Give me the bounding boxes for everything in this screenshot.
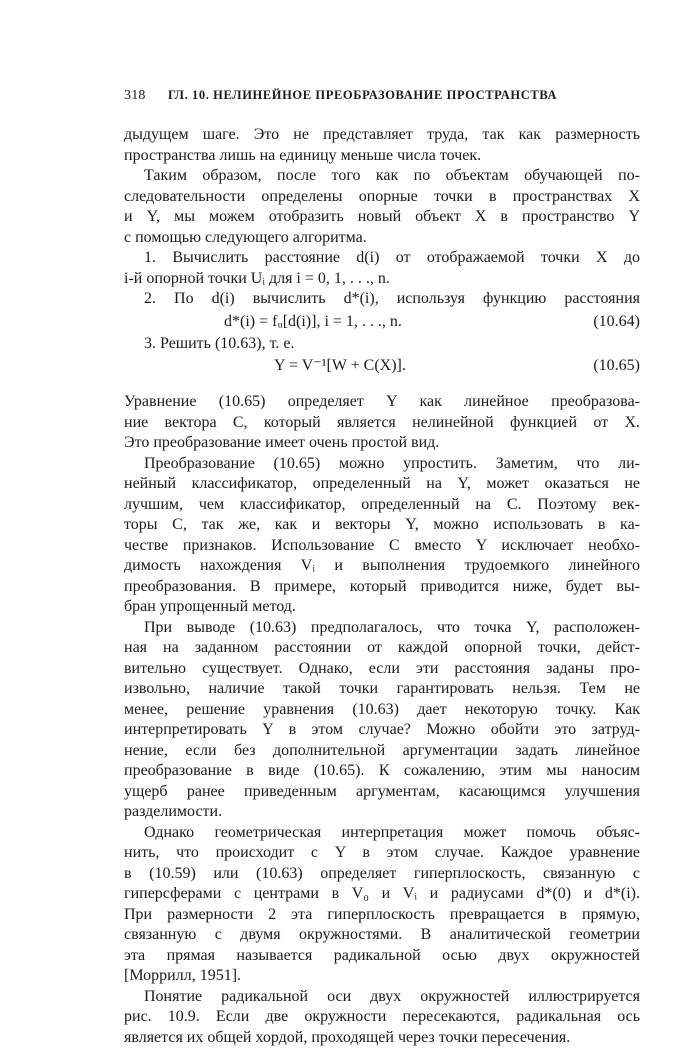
equation-formula: d*(i) = fᵤ[d(i)], i = 1, . . ., n. [224, 310, 402, 334]
paragraph-4 [124, 454, 640, 618]
text-line: нить, что происходит с Y в этом случае. Каждое уравнение [124, 843, 640, 864]
text-line: и Y, мы можем отобразить новый объект X в пространство Y [124, 207, 640, 228]
algorithm-step-1 [124, 248, 640, 289]
equation-formula: Y = V⁻¹[W + C(X)]. [274, 354, 406, 378]
paragraph-3 [124, 392, 640, 454]
equation-10-65 [124, 354, 640, 378]
text-line: Это преобразование имеет очень простой вид. [124, 433, 640, 454]
text-line: нение, если без дополнительной аргументации задать линейное [124, 741, 640, 762]
text-line: рис. 10.9. Если две окружности пересекаются, радикальная ось [124, 1007, 640, 1028]
text-line: честве признаков. Использование C вместо Y исключает необхо- [124, 536, 640, 557]
text-line: гиперсферами с центрами в V₀ и Vᵢ и радиусами d*(0) и d*(i). [124, 884, 640, 905]
equation-number: (10.64) [593, 310, 640, 334]
paragraph-5 [124, 618, 640, 823]
text-line: ние вектора C, который является нелинейной функцией от X. [124, 413, 640, 434]
text-line: эта прямая называется радикальной осью двух окружностей [124, 946, 640, 967]
text-line: извольно, наличие такой точки гарантировать нельзя. Тем не [124, 679, 640, 700]
text-line: интерпретировать Y в этом случае? Можно обойти это затруд- [124, 720, 640, 741]
text-line: Преобразование (10.65) можно упростить. Заметим, что ли- [124, 454, 640, 475]
text-line: 2. По d(i) вычислить d*(i), используя функцию расстояния [124, 289, 640, 310]
text-line: вительно существует. Однако, если эти расстояния заданы про- [124, 659, 640, 680]
text-line: ная на заданном расстоянии от каждой опорной точки, дейст- [124, 638, 640, 659]
equation-10-64 [124, 310, 640, 334]
text-line: с помощью следующего алгоритма. [124, 228, 640, 249]
page-body [124, 125, 640, 1048]
paragraph-1 [124, 125, 640, 166]
text-line: бран упрощенный метод. [124, 597, 640, 618]
text-line: i-й опорной точки Uᵢ для i = 0, 1, . . ., n. [124, 269, 640, 290]
text-line: преобразование в виде (10.65). К сожалению, этим мы наносим [124, 761, 640, 782]
text-line: 1. Вычислить расстояние d(i) от отображаемой точки X до [124, 248, 640, 269]
text-line: димость нахождения Vᵢ и выполнения трудоемкого линейного [124, 556, 640, 577]
text-line: дыдущем шаге. Это не представляет труда, так как размерность [124, 125, 640, 146]
running-title: ГЛ. 10. НЕЛИНЕЙНОЕ ПРЕОБРАЗОВАНИЕ ПРОСТРАНСТВА [168, 88, 557, 103]
text-line: Уравнение (10.65) определяет Y как линейное преобразова- [124, 392, 640, 413]
text-line: преобразования. В примере, который приводится ниже, будет вы- [124, 577, 640, 598]
text-line: в (10.59) или (10.63) определяет гиперплоскость, связанную с [124, 864, 640, 885]
text-line: связанную с двумя окружностями. В аналитической геометрии [124, 925, 640, 946]
page-number: 318 [124, 88, 146, 104]
text-line: следовательности определены опорные точки в пространствах X [124, 187, 640, 208]
text-line: пространства лишь на единицу меньше числа точек. [124, 146, 640, 167]
text-line: 3. Решить (10.63), т. е. [124, 334, 640, 355]
text-line: Понятие радикальной оси двух окружностей иллюстрируется [124, 987, 640, 1008]
algorithm-step-3 [124, 334, 640, 355]
text-line: менее, решение уравнения (10.63) дает некоторую точку. Как [124, 700, 640, 721]
text-line: ущерб ранее приведенным аргументам, касающимся улучшения [124, 782, 640, 803]
text-line: является их общей хордой, проходящей через точки пересечения. [124, 1028, 640, 1048]
text-line: лучшим, чем классификатор, определенный на C. Поэтому век- [124, 495, 640, 516]
text-line: разделимости. [124, 802, 640, 823]
text-line: Таким образом, после того как по объектам обучающей по- [124, 166, 640, 187]
text-line: При размерности 2 эта гиперплоскость превращается в прямую, [124, 905, 640, 926]
text-line: [Моррилл, 1951]. [124, 966, 640, 987]
algorithm-step-2 [124, 289, 640, 310]
text-line: Однако геометрическая интерпретация может помочь объяс- [124, 823, 640, 844]
paragraph-2 [124, 166, 640, 248]
text-line: При выводе (10.63) предполагалось, что точка Y, расположен- [124, 618, 640, 639]
equation-number: (10.65) [593, 354, 640, 378]
text-line: нейный классификатор, определенный на Y, может оказаться не [124, 474, 640, 495]
text-line: торы C, так же, как и векторы Y, можно использовать в ка- [124, 515, 640, 536]
paragraph-7 [124, 987, 640, 1048]
paragraph-6 [124, 823, 640, 987]
